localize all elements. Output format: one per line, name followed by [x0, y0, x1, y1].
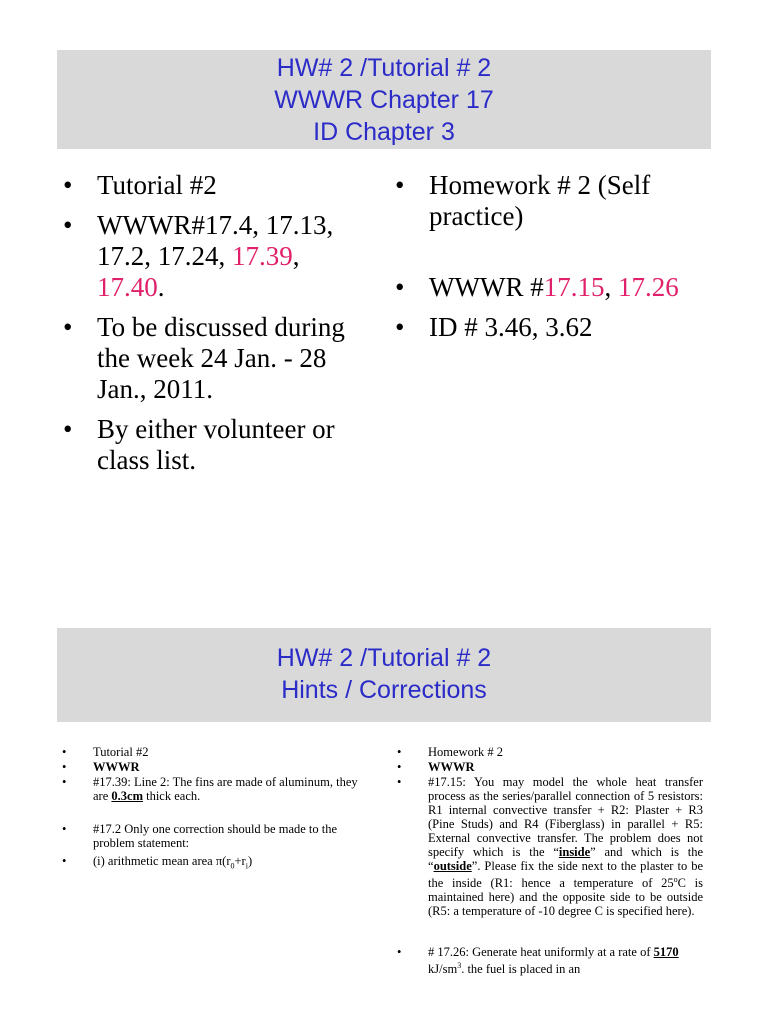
bullet-icon: •: [397, 745, 402, 759]
problem-highlight: 17.39: [232, 241, 293, 271]
slide2-right-list: [395, 745, 703, 977]
discussion-note: To be discussed during the week 24 Jan. - 28 Jan., 2011.: [97, 312, 345, 404]
problem-highlight: 17.26: [617, 272, 679, 302]
separator: ,: [604, 272, 618, 302]
separator: ,: [292, 241, 300, 271]
terminator: .: [157, 272, 165, 302]
formula-subscript: i: [245, 861, 248, 871]
bullet-icon: •: [397, 775, 402, 789]
bullet-icon: •: [63, 414, 73, 444]
formula-subscript: 0: [230, 861, 235, 871]
list-item: [60, 414, 370, 476]
list-item: [392, 170, 692, 232]
wwwr-prefix: WWWR #: [429, 272, 544, 302]
list-item: [60, 760, 370, 774]
bullet-icon: •: [63, 170, 73, 200]
problem-highlight: 17.40: [97, 272, 158, 302]
slide2-left-list: [60, 745, 370, 875]
hint-text: C is maintained here) and the opposite side to be outside (R5: a temperature of -10 degree C is specified here).: [428, 876, 703, 919]
list-item: [60, 822, 370, 850]
formula-text: +r: [234, 854, 246, 868]
bullet-icon: •: [395, 272, 405, 302]
hint-emphasis: 0.3cm: [111, 789, 143, 803]
volunteer-note: By either volunteer or class list.: [97, 414, 335, 475]
list-item: [60, 745, 370, 759]
tutorial-label: Tutorial #2: [97, 170, 217, 200]
tutorial-label: Tutorial #2: [93, 745, 149, 759]
list-item: [60, 170, 370, 201]
hint-text: #17.39: Line 2: The fins are made of aluminum, they are: [93, 775, 358, 803]
formula-text: (i) arithmetic mean area π(r: [93, 854, 231, 868]
bullet-icon: •: [62, 822, 67, 836]
hint-emphasis: outside: [433, 859, 472, 873]
formula-text: ): [247, 854, 253, 868]
list-item: [60, 312, 370, 405]
unit-superscript: 3: [457, 961, 462, 971]
hint-17-39: [93, 775, 358, 803]
problem-highlight: 17.15: [543, 272, 605, 302]
homework-label: Homework # 2 (Self practice): [429, 170, 651, 231]
bullet-icon: •: [397, 760, 402, 774]
bullet-icon: •: [63, 312, 73, 342]
homework-label: Homework # 2: [428, 745, 503, 759]
slide2-title: [57, 628, 711, 722]
bullet-icon: •: [63, 210, 73, 240]
hint-emphasis: 5170: [653, 945, 679, 960]
list-item: [392, 312, 692, 343]
list-item: [395, 775, 703, 918]
slide1-title-line3: ID Chapter 3: [313, 118, 455, 146]
hint-text: thick each.: [142, 789, 201, 803]
bullet-icon: •: [62, 745, 67, 759]
wwwr-label: WWWR: [93, 760, 140, 774]
bullet-icon: •: [395, 170, 405, 200]
hint-text: #17.15: You may model the whole heat transfer process as the series/parallel connection of 5 resistors: R1 internal convective transfer + R2: Plaster + R3 (Pine Studs) and R4 (Fiberglass) in parallel + R5: External convective transfer. The problem does not specify which is the “: [428, 775, 703, 859]
slide1-title-line1: HW# 2 /Tutorial # 2: [276, 54, 492, 82]
hint-17-2: #17.2 Only one correction should be made to the problem statement:: [93, 822, 338, 850]
list-item: [395, 945, 703, 976]
wwwr-problems: [429, 272, 679, 302]
list-item: [392, 272, 692, 303]
bullet-icon: •: [62, 854, 67, 868]
mean-area-formula: [93, 854, 253, 871]
hint-17-26: [428, 945, 679, 976]
list-item: [395, 745, 703, 759]
list-item: [395, 760, 703, 774]
slide1-left-list: [60, 170, 370, 485]
bullet-icon: •: [62, 775, 67, 789]
hint-text: kJ/sm: [428, 962, 458, 977]
slide1-right-list: [392, 170, 692, 352]
wwwr-problems: [97, 210, 333, 302]
slide2-title-line1: HW# 2 /Tutorial # 2: [276, 644, 492, 672]
slide1-title-line2: WWWR Chapter 17: [274, 86, 494, 114]
degree-superscript: o: [673, 875, 678, 884]
hint-text: ” and which is the “: [428, 845, 703, 873]
list-item: [60, 210, 370, 303]
hint-text: . the fuel is placed in an: [461, 962, 581, 977]
hint-emphasis: inside: [558, 845, 591, 859]
list-item: [60, 775, 370, 803]
id-problems: ID # 3.46, 3.62: [429, 312, 593, 342]
wwwr-label: WWWR: [428, 760, 475, 774]
hint-text: # 17.26: Generate heat uniformly at a rate of: [428, 945, 654, 960]
slide2-title-line2: Hints / Corrections: [281, 676, 487, 704]
hint-17-15: [428, 775, 703, 918]
bullet-icon: •: [62, 760, 67, 774]
bullet-icon: •: [395, 312, 405, 342]
wwwr-prefix: WWWR#17.4, 17.13, 17.2, 17.24,: [97, 210, 334, 271]
slide1-title: [57, 50, 711, 149]
bullet-icon: •: [397, 945, 402, 960]
hint-text: ”. Please fix the side next to the plaster to be the inside (R1: hence a temperature of 25: [428, 859, 703, 891]
list-item: [60, 854, 370, 874]
